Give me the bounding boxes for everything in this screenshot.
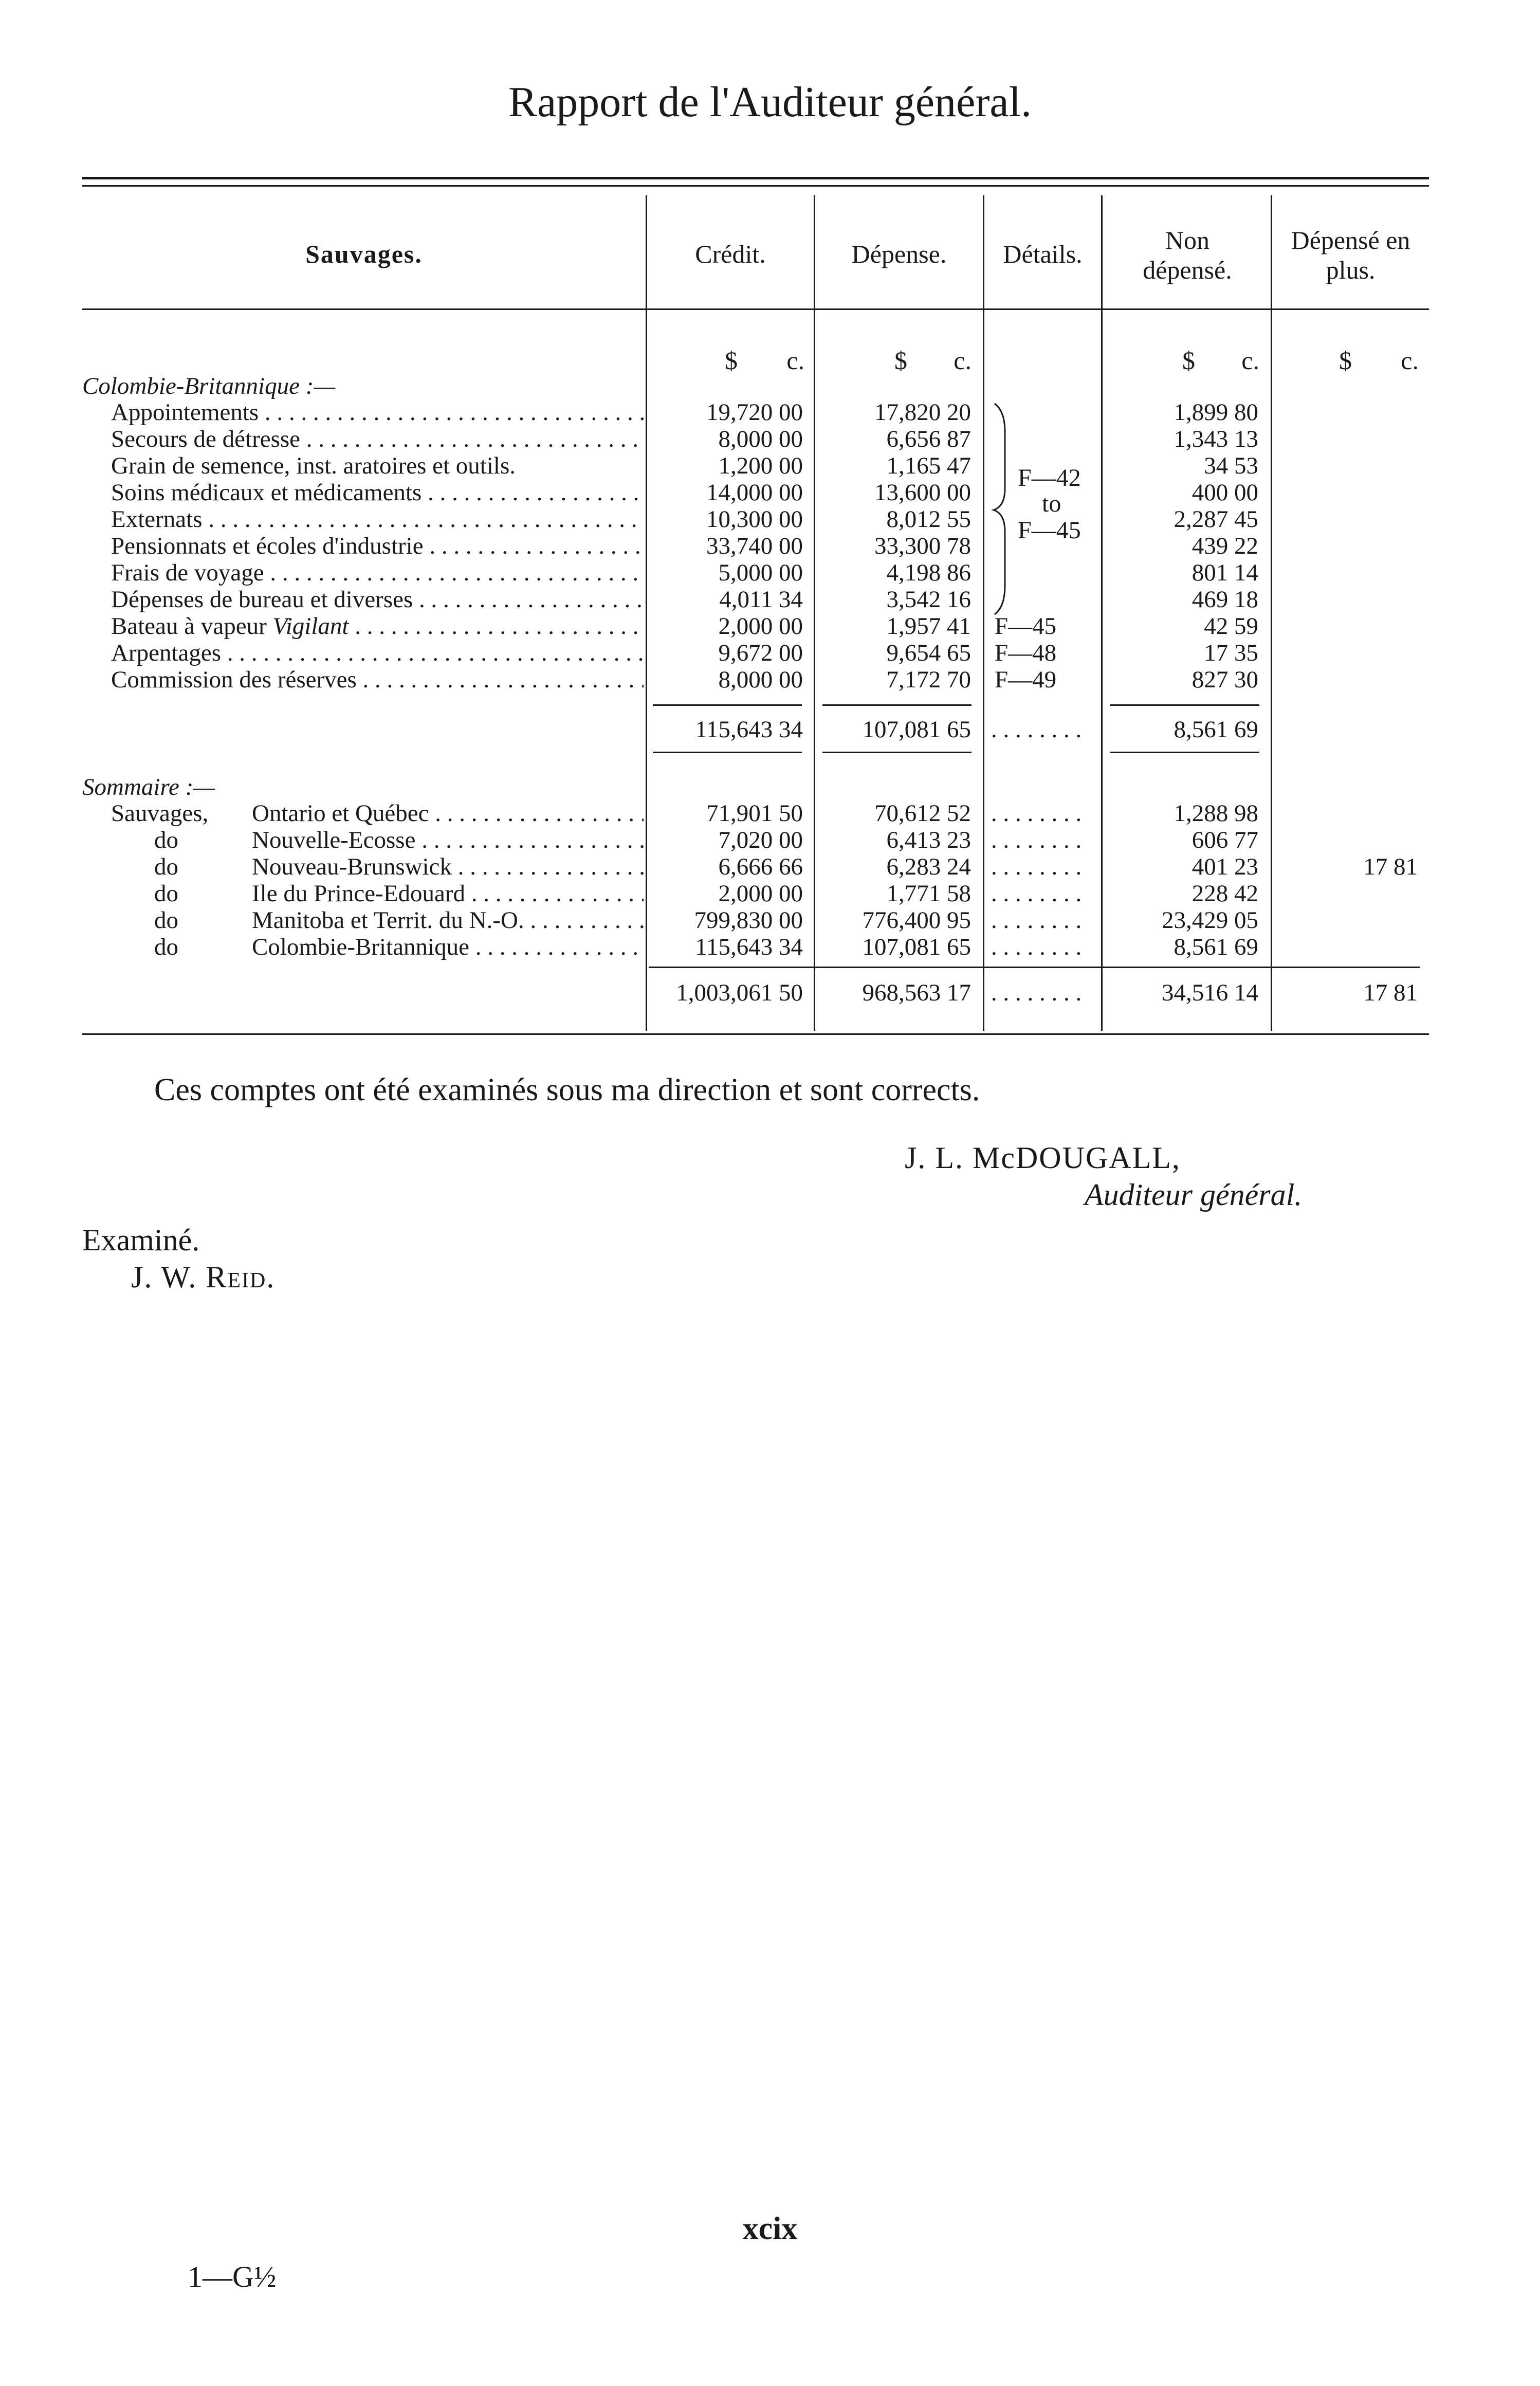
table-row: do Ile du Prince-Edouard . . . 2,000 00 1,771 58 . . . 228 42 (0, 880, 1540, 907)
table-row: Bateau à vapeur Vigilant . . . 2,000 00 1,957 41 F—45 42 59 (0, 613, 1540, 640)
table-row: Sauvages, Ontario et Québec . . . 71,901 50 70,612 52 . . . 1,288 98 (0, 800, 1540, 827)
table-row: do Nouveau-Brunswick . . . 6,666 66 6,283 24 . . . 401 23 17 81 (0, 853, 1540, 880)
subtotal-rule (1110, 752, 1259, 753)
header-rule (82, 308, 1429, 310)
details-brace (989, 401, 1020, 617)
table-row: do Manitoba et Territ. du N.-O. . . . 799,830 00 776,400 95 . . . 23,429 05 (0, 907, 1540, 934)
unit-dollar: $ (1339, 346, 1352, 375)
table-row: Dépenses de bureau et diverses . . . 4,011 34 3,542 16 469 18 (0, 586, 1540, 613)
grand-total-row: 1,003,061 50 968,563 17 . . . 34,516 14 17 81 (0, 979, 1540, 1006)
header-credit: Crédit. (695, 240, 766, 268)
unit-cents: c. (1401, 346, 1419, 375)
table-row: Frais de voyage . . . 5,000 00 4,198 86 801 14 (0, 559, 1540, 586)
header-details: Détails. (1003, 240, 1083, 268)
header-section: Sauvages. (305, 240, 423, 268)
page-title: Rapport de l'Auditeur général. (508, 78, 1032, 126)
table-row: Soins médicaux et médicaments . . . 14,000 00 13,600 00 400 00 (0, 479, 1540, 506)
signature-name: J. L. McDOUGALL, (905, 1141, 1181, 1175)
bottom-rule (82, 1033, 1429, 1035)
top-rule (82, 177, 1429, 179)
subtotal-rule (1110, 704, 1259, 706)
unit-dollar: $ (1182, 346, 1195, 375)
table-row: Commission des réserves . . . 8,000 00 7,172 70 F—49 827 30 (0, 666, 1540, 693)
details-range-from: F—42 (1018, 464, 1081, 491)
table-row: do Colombie-Britannique . . . 115,643 34 107,081 65 . . . 8,561 69 (0, 934, 1540, 960)
subtotal-rule (822, 752, 971, 753)
subtotal-rule (653, 704, 802, 706)
details-range-to: F—45 (1018, 517, 1081, 544)
total-rule (649, 967, 1420, 968)
table-row: Pensionnats et écoles d'industrie . . . 33,740 00 33,300 78 439 22 (0, 533, 1540, 559)
header-depense-en-plus: Dépensé en plus. (1291, 226, 1410, 284)
table-row: Grain de semence, inst. aratoires et outils. 1,200 00 1,165 47 34 53 (111, 452, 1258, 479)
table-row: Secours de détresse . . . 8,000 00 6,656 87 1,343 13 (0, 426, 1540, 452)
unit-cents: c. (1241, 346, 1259, 375)
page-number: xcix (742, 2211, 798, 2246)
examined-label: Examiné. (82, 1223, 200, 1257)
top-rule-2 (82, 185, 1429, 187)
header-depense: Dépense. (851, 240, 947, 268)
footer-mark: 1—G½ (188, 2260, 277, 2293)
total-row: 115,643 34 107,081 65 . . . 8,561 69 (0, 716, 1540, 743)
section-title: Colombie-Britannique :— (82, 373, 336, 399)
unit-cents: c. (954, 346, 971, 375)
header-non-depense: Non dépensé. (1143, 226, 1232, 284)
details-range-to-word: to (1042, 490, 1061, 517)
table-row: Appointements . . . 19,720 00 17,820 20 1,899 80 (0, 399, 1540, 426)
certification-text: Ces comptes ont été examinés sous ma direction et sont corrects. (154, 1072, 980, 1107)
table-row: Arpentages . . . 9,672 00 9,654 65 F—48 17 35 (0, 640, 1540, 666)
unit-dollar: $ (725, 346, 738, 375)
table-row: do Nouvelle-Ecosse . . . 7,020 00 6,413 23 . . . 606 77 (0, 827, 1540, 853)
signature-title: Auditeur général. (1085, 1178, 1303, 1212)
table-row: Externats . . . 10,300 00 8,012 55 2,287 45 (0, 506, 1540, 533)
unit-cents: c. (786, 346, 804, 375)
unit-dollar: $ (894, 346, 907, 375)
section-title: Sommaire :— (82, 774, 215, 800)
examined-name: J. W. Reid. (131, 1260, 276, 1294)
subtotal-rule (653, 752, 802, 753)
subtotal-rule (822, 704, 971, 706)
